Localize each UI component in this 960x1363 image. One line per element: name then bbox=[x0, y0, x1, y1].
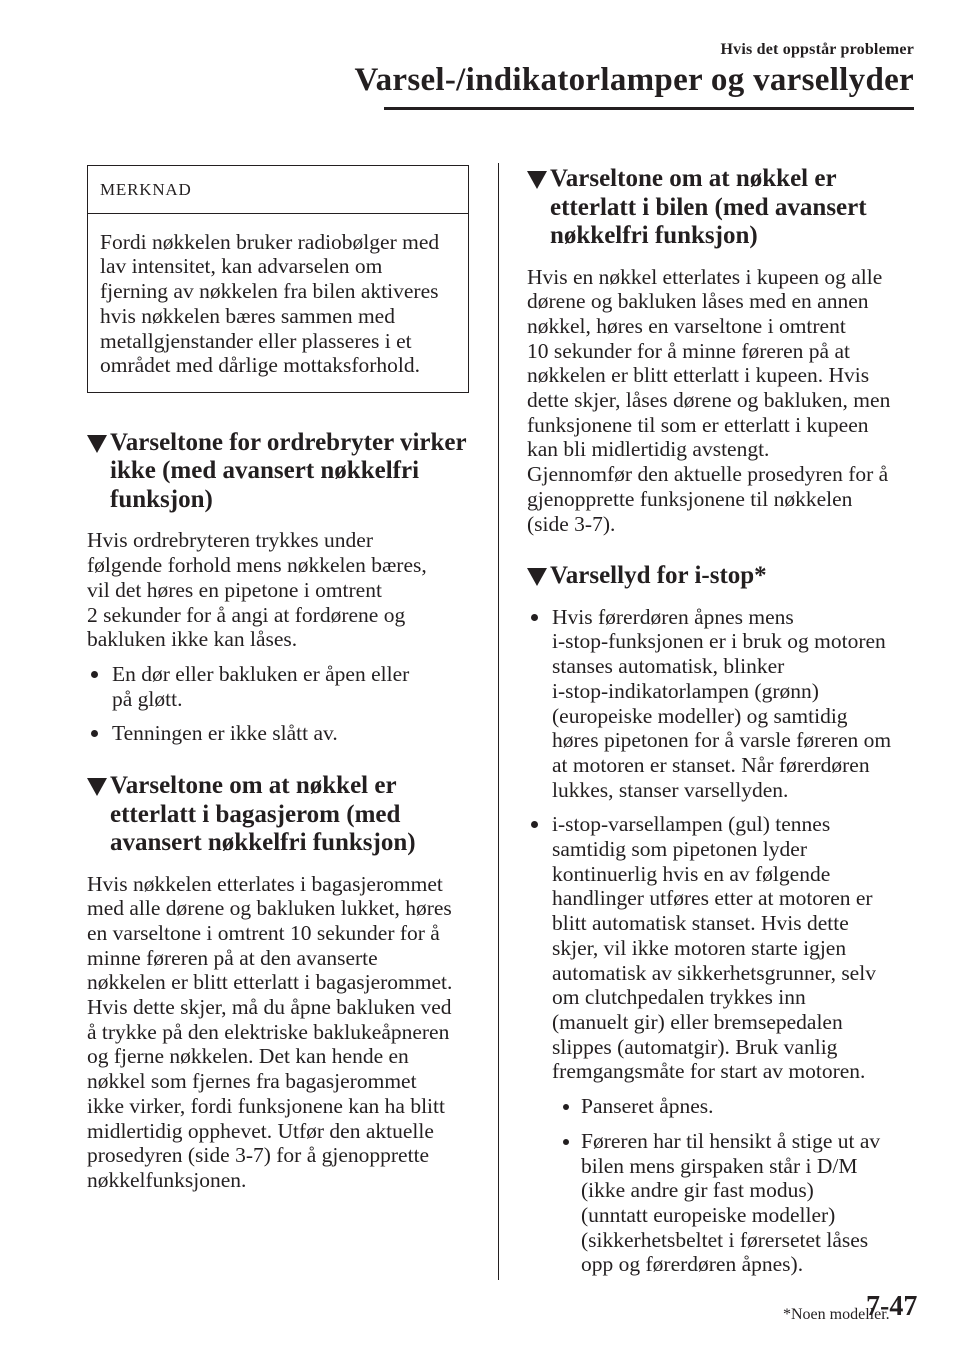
body-text: Hvis en nøkkel etterlates i kupeen og alle dørene og bakluken låses med en annen nøkkel, høres en varseltone i omtrent 10 sekunder for å minne føreren på at nøkkelen er blitt etterlatt i kupeen. Hvis dette skjer, låses dørene og bakluken, men funksjonene til som er etterlatt i kupeen kan bli midlertidig avstengt. Gjennomfør den aktuelle prosedyren for å gjenopprette funksjonene til nøkkelen (side 3-7). bbox=[527, 264, 891, 536]
bullet-icon bbox=[531, 821, 538, 828]
section-heading bbox=[87, 772, 475, 858]
section-key-in-car bbox=[527, 165, 923, 536]
triangle-icon bbox=[527, 171, 547, 189]
note-box bbox=[87, 165, 469, 393]
section-order-switch bbox=[87, 429, 475, 746]
left-column bbox=[87, 165, 475, 1219]
header-section: Hvis det oppstår problemer bbox=[720, 41, 914, 58]
list-item: Tenningen er ikke slått av. bbox=[87, 721, 475, 746]
list-item: En dør eller bakluken er åpen eller på gløtt. bbox=[87, 662, 475, 711]
header-rule bbox=[384, 107, 914, 110]
note-body: Fordi nøkkelen bruker radiobølger med lav intensitet, kan advarselen om fjerning av nøkkelen fra bilen aktiveres hvis nøkkelen bæres sammen med metallgjenstander eller plasseres i et området med dårlige mottaksforhold. bbox=[100, 229, 440, 378]
bullet-list bbox=[527, 605, 923, 1277]
list-item: i-stop-varsellampen (gul) tennes samtidig som pipetonen lyder kontinuerlig hvis en av følgende handlinger utføres etter at motoren er blitt automatisk stanset. Hvis dette skjer, vil ikke motoren starte igjen automatisk av sikkerhetsgrunner, selv om clutchpedalen trykkes inn (manuelt gir) eller bremsepedalen slippes (automatgir). Bruk vanlig fremgangsmåte for start av motoren. Panseret åpnes. Føreren har til hensikt å stige ut av bilen mens girspaken står i D/M (ikke andre gir fast modus) (unntatt europeiske modeller) (sikkerhetsbeltet i førersetet låses opp og førerdøren åpnes). bbox=[527, 812, 923, 1277]
triangle-icon bbox=[527, 568, 547, 586]
right-column bbox=[527, 165, 923, 1303]
section-key-in-trunk bbox=[87, 772, 475, 1193]
section-i-stop bbox=[527, 562, 923, 1277]
body-text: Hvis nøkkelen etterlates i bagasjerommet med alle dørene og bakluken lukket, høres en varseltone i omtrent 10 sekunder for å minne føreren på at den avanserte nøkkelen er blitt etterlatt i bagasjerommet. Hvis dette skjer, må du åpne bakluken ved å trykke på den elektriske baklukeåpneren og fjerne nøkkelen. Det kan hende en nøkkel som fjernes fra bagasjerommet ikke virker, fordi funksjonene kan ha blitt midlertidig opphevet. Utfør den aktuelle prosedyren (side 3-7) for å gjenopprette nøkkelfunksjonen. bbox=[87, 871, 453, 1192]
column-divider bbox=[498, 163, 499, 1280]
triangle-icon bbox=[87, 778, 107, 796]
bullet-icon bbox=[91, 671, 98, 678]
sub-list-item: Panseret åpnes. bbox=[552, 1094, 923, 1119]
page-number: 7-47 bbox=[866, 1291, 918, 1322]
footnote: *Noen modeller. bbox=[783, 1306, 890, 1323]
sub-list-item: Føreren har til hensikt å stige ut av bilen mens girspaken står i D/M (ikke andre gir fast modus) (unntatt europeiske modeller) (sikkerhetsbeltet i førersetet låses opp og førerdøren åpnes). bbox=[552, 1129, 923, 1277]
heading-text: Varseltone om at nøkkel er etterlatt i bagasjerom (med avansert nøkkelfri funksjon) bbox=[110, 772, 416, 857]
sub-list bbox=[552, 1094, 923, 1277]
bullet-icon bbox=[563, 1104, 569, 1110]
note-title: MERKNAD bbox=[88, 166, 468, 214]
bullet-icon bbox=[563, 1139, 569, 1145]
bullet-icon bbox=[91, 730, 98, 737]
bullet-list bbox=[87, 662, 475, 746]
heading-text: Varseltone om at nøkkel er etterlatt i bilen (med avansert nøkkelfri funksjon) bbox=[550, 165, 867, 249]
bullet-icon bbox=[531, 614, 538, 621]
body-text: Hvis ordrebryteren trykkes under følgende forhold mens nøkkelen bæres, vil det høres en pipetone i omtrent 2 sekunder for å angi at fordørene og bakluken ikke kan låses. bbox=[87, 528, 427, 652]
section-heading bbox=[527, 165, 923, 251]
section-heading bbox=[87, 429, 475, 515]
heading-text: Varsellyd for i-stop* bbox=[550, 562, 767, 590]
header-title: Varsel-/indikatorlamper og varsellyder bbox=[354, 62, 914, 98]
triangle-icon bbox=[87, 435, 107, 453]
list-item: Hvis førerdøren åpnes mens i-stop-funksjonen er i bruk og motoren stanses automatisk, blinker i-stop-indikatorlampen (grønn) (europeiske modeller) og samtidig høres pipetonen for å varsle føreren om at motoren er stanset. Når førerdøren lukkes, stanser varsellyden. bbox=[527, 605, 923, 803]
heading-text: Varseltone for ordrebryter virker ikke (med avansert nøkkelfri funksjon) bbox=[110, 428, 467, 513]
section-heading bbox=[527, 562, 923, 591]
